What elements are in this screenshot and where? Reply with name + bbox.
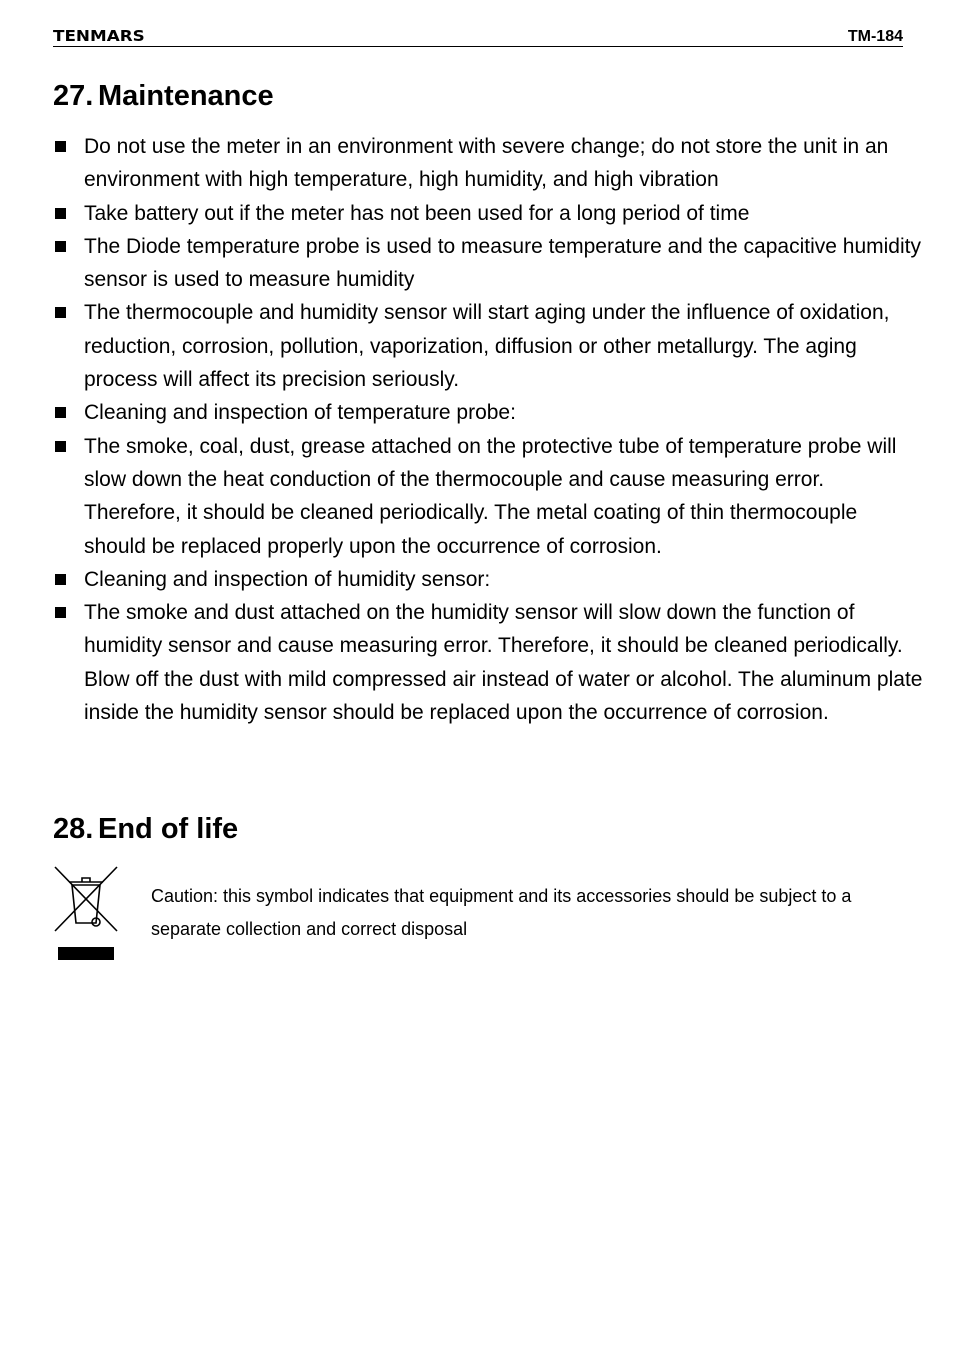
crossed-out-wheelie-bin-icon <box>53 865 119 963</box>
list-item: Take battery out if the meter has not been used for a long period of time <box>53 197 923 230</box>
section-title: End of life <box>98 813 239 845</box>
list-item: The smoke and dust attached on the humidity sensor will slow down the function of humidity sensor and cause measuring error. Therefore, it should be cleaned periodically. Blow off the dust with mild compressed air instead of water or alcohol. The aluminum plate inside the humidity sensor should be replaced upon the occurrence of corrosion. <box>53 596 923 729</box>
square-bullet-icon <box>55 607 66 618</box>
list-item: The thermocouple and humidity sensor will start aging under the influence of oxidation, reduction, corrosion, pollution, vaporization, diffusion or other metallurgy. The aging process will affect its precision seriously. <box>53 296 923 396</box>
square-bullet-icon <box>55 574 66 585</box>
caution-text: Caution: this symbol indicates that equipment and its accessories should be subject to a separate collection and correct disposal <box>151 886 852 939</box>
list-item: Do not use the meter in an environment with severe change; do not store the unit in an environment with high temperature, high humidity, and high vibration <box>53 130 923 197</box>
section-heading-maintenance <box>53 80 274 113</box>
square-bullet-icon <box>55 241 66 252</box>
maintenance-list <box>53 130 923 729</box>
list-item: The Diode temperature probe is used to measure temperature and the capacitive humidity sensor is used to measure humidity <box>53 230 923 297</box>
square-bullet-icon <box>55 307 66 318</box>
square-bullet-icon <box>55 141 66 152</box>
page-header <box>53 26 903 47</box>
list-item: The smoke, coal, dust, grease attached on the protective tube of temperature probe will slow down the heat conduction of the thermocouple and cause measuring error. Therefore, it should be cleaned periodically. The metal coating of thin thermocouple should be replaced properly upon the occurrence of corrosion. <box>53 430 923 563</box>
list-item: Cleaning and inspection of humidity sensor: <box>53 563 923 596</box>
section-heading-end-of-life <box>53 813 238 846</box>
list-item: Cleaning and inspection of temperature probe: <box>53 396 923 429</box>
section-title: Maintenance <box>98 80 274 112</box>
model-number: TM-184 <box>847 28 903 45</box>
section-number: 27. <box>53 80 94 112</box>
square-bullet-icon <box>55 407 66 418</box>
brand-logo: TENMARS <box>53 27 145 45</box>
square-bullet-icon <box>55 208 66 219</box>
section-number: 28. <box>53 813 94 845</box>
square-bullet-icon <box>55 441 66 452</box>
